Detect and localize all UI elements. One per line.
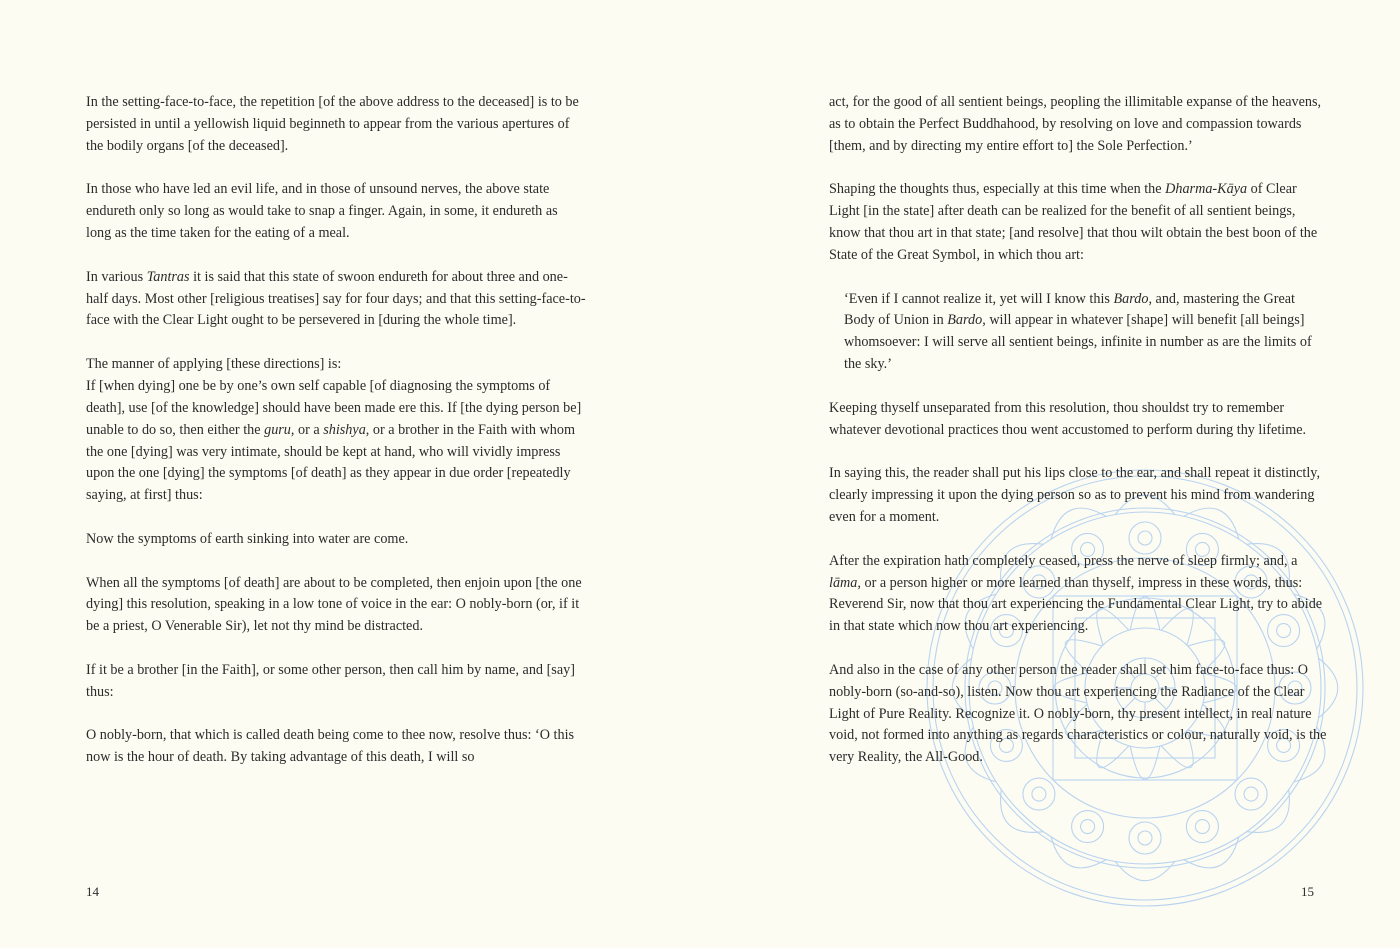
italic-term: Tantras xyxy=(146,268,190,285)
paragraph: If [when dying] one be by one’s own self capable [of diagnosing the symptoms of death], use [of the knowledge] should have been made ere this. If [the dying person be] unable to do so, then either the guru, or a shishya, or a brother in the Faith with whom the one [dying] was very intimate, should be kept at hand, who will vividly impress upon the one [dying] the symptoms [of death] as they appear in due order [repeatedly saying, at first] thus: xyxy=(86,377,582,504)
paragraph: If it be a brother [in the Faith], or some other person, then call him by name, and [say] thus: xyxy=(86,661,575,700)
italic-term: guru xyxy=(264,421,291,438)
italic-term: Bardo xyxy=(1113,290,1149,307)
italic-term: Bardo xyxy=(947,312,983,329)
right-page-text xyxy=(829,92,1329,791)
italic-term: Dharma-Kāya xyxy=(1165,181,1248,198)
paragraph: When all the symptoms [of death] are about to be completed, then enjoin upon [the one dying] this resolution, speaking in a low tone of voice in the ear: O nobly-born (or, if it be a priest, O Venerable Sir), let not thy mind be distracted. xyxy=(86,574,582,635)
left-page-text xyxy=(86,92,586,791)
page-number: 15 xyxy=(1301,884,1314,899)
paragraph: O nobly-born, that which is called death being come to thee now, resolve thus: ‘O this now is the hour of death. By taking advantage of this death, I will so xyxy=(86,727,575,766)
italic-term: lāma xyxy=(829,574,858,591)
paragraph: act, for the good of all sentient beings, peopling the illimitable expanse of the heavens, as to obtain the Perfect Buddhahood, by resolving on love and compassion towards [them, and by directing my entire effort to] the Sole Perfection.’ xyxy=(829,94,1322,154)
paragraph: In saying this, the reader shall put his lips close to the ear, and shall repeat it distinctly, clearly impressing it upon the dying person so as to prevent his mind from wandering even for a moment. xyxy=(829,465,1321,526)
paragraph: Now the symptoms of earth sinking into water are come. xyxy=(86,530,409,547)
paragraph: After the expiration hath completely ceased, press the nerve of sleep firmly; and, a lāma, or a person higher or more learned than thyself, impress in these words, thus: Reverend Sir, now that thou art experiencing the Fundamental Clear Light, try to abide in that state which now thou art experiencing. xyxy=(829,552,1323,635)
paragraph: The manner of applying [these directions] is: xyxy=(86,356,342,373)
right-page xyxy=(700,0,1400,948)
paragraph: And also in the case of any other person the reader shall set him face-to-face thus: O nobly-born (so-and-so), listen. Now thou art experiencing the Radiance of the Clear Light of Pure Reality. Recognize it. O nobly-born, thy present intellect, in real nature void, not formed into anything as regards characteristics or colour, naturally void, is the very Reality, the All-Good. xyxy=(829,661,1327,766)
paragraph: Keeping thyself unseparated from this resolution, thou shouldst try to remember whatever devotional practices thou went accustomed to perform during thy lifetime. xyxy=(829,399,1307,438)
paragraph: In various Tantras it is said that this state of swoon endureth for about three and one-half days. Most other [religious treatises] say for four days; and that this setting-face-to-face with the Clear Light ought to be persevered in [during the whole time]. xyxy=(86,268,586,329)
page-number: 14 xyxy=(86,884,99,899)
quote-paragraph: ‘Even if I cannot realize it, yet will I know this Bardo, and, mastering the Great Body of Union in Bardo, will appear in whatever [shape] will benefit [all beings] whomsoever: I will serve all sentient beings, infinite in number as are the limits of the sky.’ xyxy=(844,290,1312,373)
paragraph: Shaping the thoughts thus, especially at this time when the Dharma-Kāya of Clear Light [in the state] after death can be realized for the benefit of all sentient beings, know that thou art in that state; [and resolve] that thou wilt obtain the best boon of the State of the Great Symbol, in which thou art: xyxy=(829,181,1318,263)
italic-term: shishya xyxy=(323,421,366,438)
paragraph: In the setting-face-to-face, the repetition [of the above address to the deceased] is to be persisted in until a yellowish liquid beginneth to appear from the various apertures of the bodily organs [of the deceased]. xyxy=(86,94,579,154)
paragraph: In those who have led an evil life, and in those of unsound nerves, the above state endureth only so long as would take to snap a finger. Again, in some, it endureth as long as the time taken for the eating of a meal. xyxy=(86,181,558,242)
